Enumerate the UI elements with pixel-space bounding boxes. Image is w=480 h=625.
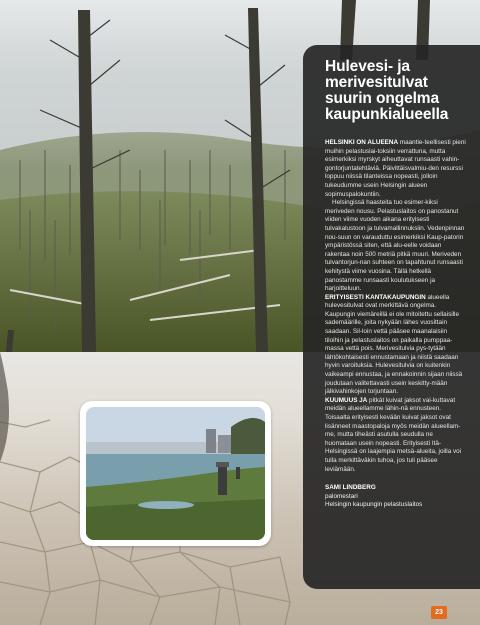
author-signature	[325, 484, 466, 510]
page-number: 23	[431, 606, 447, 619]
paragraph-4	[325, 397, 466, 474]
paragraph-2: Helsingissä haasteita tuo esimer-kiksi meriveden nousu. Pelastuslaitos on panostanut viiden viime vuoden aikana erityisesti tulvakalustoon ja tulvamallinnuksiin. Vedenpinnan nou-suun on varauduttu esimerkiksi Kaup-patorin ympäristössä siten, että alu-eelle voidaan rakentaa noin 500 metriä pitkä muuri. Meriveden tulvantorjun-nan suhteen on tapahtunut runsaasti kehitystä viime vuosina. Tällä hetkellä panostamme runsaasti koulutukseen ja harjoitteluun.	[325, 199, 465, 293]
author-name: SAMI LINDBERG	[325, 484, 376, 492]
paragraph-4-body: pitkät kuivat jaksot vai-kuttavat meidän alueellamme lähin-nä ennusteen. Toisaalta erityisesti kevään kuivat jaksot ovat lisänneet maastopaloja myös meidän alueellam-me, mutta tiheästi asutulla seudulla ne huomataan usein nopeasti. Erityisesti Itä-Helsingissä on laajempia metsä-alueita, joilla voi tulla merkittäväkin tuhoa, jos tuli pääsee leviämään.	[325, 396, 462, 473]
paragraph-3-body: alueella hulevesitulvat ovat merkittävä ongelma. Kaupungin viemäreillä ei ole mitoitettu sellaisille sademäärille, joita nykyään lähes vuosittain saadaan. Sil-loin vettä pääsee maanalaisiin tiloihin ja pelastuslaitos on paikalla pumppaa-massa vettä pois. Merivesitulvia pys-tytään lähtökohtaisesti ennustamaan ja niistä saadaan hyvin varoituksia. Hulevesitulvia on kuitenkin vaikeampi ennustaa, ja ennakoinnin sijaan niissä joudutaan valitettavasti usein keskitty-mään jälkivahinkojen torjuntaan.	[325, 293, 463, 396]
paragraph-3	[325, 294, 466, 397]
inset-photo-frame	[80, 401, 271, 546]
author-organization: Helsingin kaupungin pelastuslaitos	[325, 501, 423, 509]
author-title: palomestari	[325, 492, 358, 500]
intro-body: maantie-teellisesti pieni muihin pelastuslai-toksiin verrattuna, mutta esimerkiksi myrskyt aiheuttavat runsaasti vahin-gontorjuntatehtäviä. Päivittäisvalmiu-den resurssi loppuu niissä tilanteissa nopeasti, jolloin tukeudumme usein Helsingin alueen sopimuspalokuntiin.	[325, 139, 466, 198]
intro-paragraph	[325, 139, 466, 199]
flood-shore-photo	[86, 407, 265, 540]
paragraph-3-lead: ERITYISESTI KANTAKAUPUNGIN	[325, 293, 426, 301]
paragraph-4-lead: KUUMUUS JA	[325, 396, 368, 404]
article-panel	[303, 45, 480, 589]
intro-lead: HELSINKI ON ALUEENA	[325, 139, 399, 146]
article-title: Hulevesi- ja merivesitulvat suurin ongelma kaupunkialueella	[325, 58, 449, 123]
